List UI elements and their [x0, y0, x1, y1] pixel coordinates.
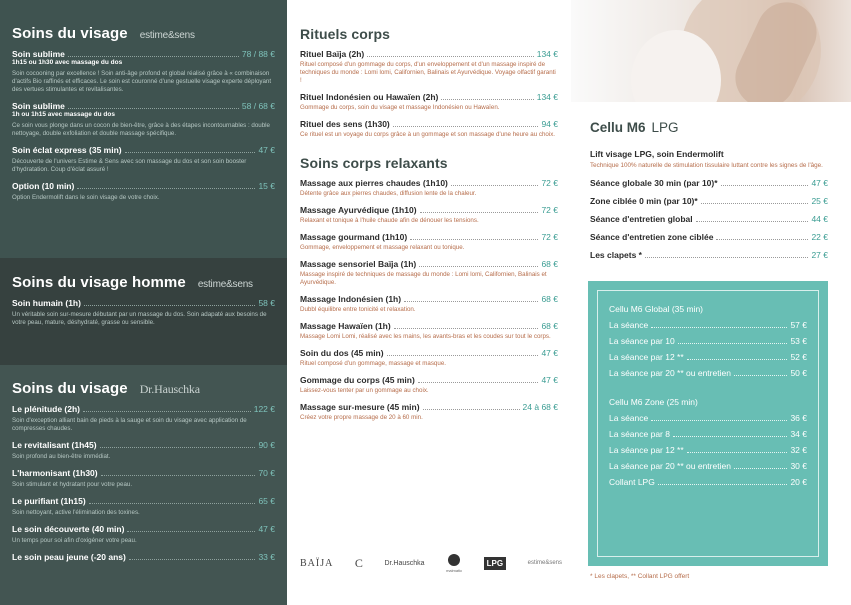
lead-title: Lift visage LPG, soin Endermolift [590, 149, 724, 159]
dot-leader [393, 126, 539, 127]
soins-hauschka-panel [0, 365, 287, 605]
service-item [300, 178, 558, 198]
soins-visage-panel [0, 0, 287, 258]
estime-sens-logo: estime&sens [527, 560, 562, 566]
price-label: La séance par 20 ** ou entretien [609, 368, 731, 378]
service-description: Dubbl équilibre entre tonicité et relaxation. [300, 306, 416, 313]
service-description: Soin nettoyant, active l'élimination des toxines. [12, 509, 140, 516]
price-value: 32 € [790, 445, 807, 455]
service-row [12, 552, 275, 562]
malmatic-icon [448, 554, 460, 566]
service-description: Relaxant et tonique à l'huile chaude afin de dénouer les tensions. [300, 217, 479, 224]
box-title: Cellu M6 Zone (25 min) [609, 397, 698, 407]
service-description: Soin profond au bien-être immédiat. [12, 453, 111, 460]
dot-leader [83, 411, 251, 412]
service-name: Soin sublime [12, 49, 65, 59]
left-column [0, 0, 287, 605]
service-row [300, 294, 558, 304]
service-description: Créez votre propre massage de 20 à 60 min. [300, 414, 423, 421]
service-row [300, 92, 558, 102]
service-item [590, 232, 828, 242]
baija-logo: BAÏJA [300, 557, 334, 569]
dot-leader [734, 468, 788, 469]
service-name: Massage Hawaïen (1h) [300, 321, 391, 331]
service-description: Option Endermolift dans le soin visage de votre choix. [12, 194, 160, 201]
service-price: 27 € [811, 250, 828, 260]
service-name: Le plénitude (2h) [12, 404, 80, 414]
service-description: Soin d'exception alliant bain de pieds à la sauge et soin du visage avec application de compresses chaudes. [12, 417, 247, 432]
service-price: 24 à 68 € [522, 402, 558, 412]
dot-leader [687, 452, 788, 453]
service-row [12, 524, 275, 534]
dot-leader [420, 212, 539, 213]
service-description: Gommage, enveloppement et massage relaxant ou tonique. [300, 244, 465, 251]
service-name: Les clapets * [590, 250, 642, 260]
service-price: 78 / 88 € [241, 49, 275, 59]
service-row [300, 348, 558, 358]
service-item [12, 298, 275, 327]
service-name: Massage sur-mesure (45 min) [300, 402, 420, 412]
dot-leader [451, 185, 539, 186]
service-row [12, 468, 275, 478]
service-item [12, 145, 275, 174]
service-item [590, 214, 828, 224]
service-item [300, 205, 558, 225]
price-value: 36 € [790, 413, 807, 423]
service-item [300, 92, 558, 112]
dot-leader [419, 266, 538, 267]
service-item [300, 321, 558, 341]
service-row [12, 101, 275, 111]
dot-leader [387, 355, 539, 356]
service-price: 72 € [541, 178, 558, 188]
service-item [12, 524, 275, 545]
middle-column [288, 0, 570, 605]
service-price: 68 € [541, 259, 558, 269]
dot-leader [129, 559, 256, 560]
service-name: Massage sensoriel Baïja (1h) [300, 259, 417, 269]
service-item [300, 49, 558, 85]
price-value: 52 € [790, 352, 807, 362]
service-name: Gommage du corps (45 min) [300, 375, 415, 385]
service-name: Le purifiant (1h15) [12, 496, 86, 506]
service-name: Option (10 min) [12, 181, 75, 191]
service-price: 94 € [541, 119, 558, 129]
service-item [300, 294, 558, 314]
c-logo: C [354, 555, 363, 570]
dot-leader [441, 99, 533, 100]
service-row [300, 375, 558, 385]
service-price: 47 € [811, 178, 828, 188]
service-list [12, 404, 275, 562]
service-price: 72 € [541, 232, 558, 242]
service-row [590, 214, 828, 224]
partner-logos [300, 550, 562, 576]
price-value: 30 € [790, 461, 807, 471]
service-description: Rituel composé d'un gommage, massage et masque. [300, 360, 446, 367]
price-list [609, 320, 807, 378]
service-item [12, 552, 275, 562]
service-row [12, 298, 275, 308]
service-name: Rituel Indonésien ou Hawaïen (2h) [300, 92, 439, 102]
soins-homme-panel [0, 258, 287, 365]
malmatic-logo: malmatic [446, 554, 462, 573]
service-description: Un temps pour soi afin d'oxigéner votre peau. [12, 537, 137, 544]
service-name: Le revitalisant (1h45) [12, 440, 97, 450]
service-name: Massage aux pierres chaudes (1h10) [300, 178, 448, 188]
service-list [300, 178, 558, 422]
service-duration: 1h ou 1h15 avec massage du dos [12, 111, 115, 118]
price-value: 20 € [790, 477, 807, 487]
price-row [609, 429, 807, 439]
price-label: La séance [609, 320, 649, 330]
price-row [609, 477, 807, 487]
service-name: Séance d'entretien zone ciblée [590, 232, 714, 242]
service-name: Massage Indonésien (1h) [300, 294, 402, 304]
service-price: 15 € [258, 181, 275, 191]
box-title: Cellu M6 Global (35 min) [609, 304, 704, 314]
service-row [300, 402, 558, 412]
service-name: Zone ciblée 0 min (par 10)* [590, 196, 698, 206]
service-name: Massage gourmand (1h10) [300, 232, 408, 242]
service-row [300, 232, 558, 242]
dot-leader [687, 359, 788, 360]
dot-leader [716, 239, 808, 240]
dot-leader [673, 436, 787, 437]
cellu-m6-price-box [588, 281, 828, 566]
footnote: * Les clapets, ** Collant LPG offert [590, 573, 690, 580]
service-description: Un véritable soin sur-mesure débutant par un massage du dos. Soin adapaté aux besoins de votre peau, mature, déshydraté, grasse ou sensible. [12, 311, 267, 326]
dot-leader [418, 382, 539, 383]
service-price: 47 € [541, 375, 558, 385]
service-row [590, 196, 828, 206]
service-name: Massage Ayurvédique (1h10) [300, 205, 417, 215]
dot-leader [394, 328, 539, 329]
service-item [590, 178, 828, 188]
dot-leader [410, 239, 538, 240]
service-row [590, 232, 828, 242]
service-description: Découverte de l'univers Estime & Sens avec son massage du dos et son soin booster d'hydratation. Coup d'éclat assuré ! [12, 158, 247, 173]
dot-leader [734, 375, 788, 376]
service-row [300, 259, 558, 269]
lead-description: Technique 100% naturelle de stimulation tissulaire luttant contre les signes de l'âge. [590, 162, 823, 169]
service-list [590, 178, 828, 260]
service-item [12, 101, 275, 138]
service-item [300, 375, 558, 395]
service-item [300, 402, 558, 422]
service-price: 47 € [258, 145, 275, 155]
section-title: Soins du visage [12, 25, 128, 42]
service-item [12, 496, 275, 517]
service-name: Soin éclat express (35 min) [12, 145, 122, 155]
service-item [12, 440, 275, 461]
dot-leader [696, 221, 809, 222]
service-name: Le soin peau jeune (-20 ans) [12, 552, 126, 562]
service-description: Laissez-vous tenter par un gommage au choix. [300, 387, 429, 394]
service-price: 134 € [536, 49, 558, 59]
service-list [12, 49, 275, 202]
service-item [300, 232, 558, 252]
service-item [12, 181, 275, 202]
price-row [609, 413, 807, 423]
brand-label: LPG [651, 120, 679, 135]
service-name: Soin du dos (45 min) [300, 348, 384, 358]
service-description: Massage inspiré de techniques de massage du monde : Lomi lomi, Californien, Balinais et Ayurvédique. [300, 271, 547, 286]
section-title: Rituels corps [300, 26, 390, 42]
price-value: 50 € [790, 368, 807, 378]
brand-label: Dr.Hauschka [139, 382, 200, 396]
service-name: Soin humain (1h) [12, 298, 81, 308]
service-description: Ce rituel est un voyage du corps grâce à un gommage et son massage d'une heure au choix. [300, 131, 556, 138]
price-label: La séance par 12 ** [609, 445, 684, 455]
service-row [300, 49, 558, 59]
service-item [12, 49, 275, 94]
brand-label: estime&sens [139, 30, 195, 41]
service-row [590, 250, 828, 260]
dot-leader [658, 484, 788, 485]
service-price: 122 € [253, 404, 275, 414]
price-value: 53 € [790, 336, 807, 346]
service-description: Ce soin vous plonge dans un cocon de bien-être, grâce à des étapes incontournables : double nettoyage, double exfoliation et double massage spécifique. [12, 122, 270, 137]
service-description: Gommage du corps, soin du visage et massage Indonésien ou Hawaïen. [300, 104, 500, 111]
service-row [12, 496, 275, 506]
service-name: Le soin découverte (40 min) [12, 524, 125, 534]
price-value: 34 € [790, 429, 807, 439]
dot-leader [100, 447, 256, 448]
service-name: Rituel des sens (1h30) [300, 119, 390, 129]
dot-leader [721, 185, 809, 186]
price-label: Collant LPG [609, 477, 655, 487]
dot-leader [367, 56, 533, 57]
service-row [12, 181, 275, 191]
section-title: Soins corps relaxants [300, 155, 448, 171]
dot-leader [127, 531, 255, 532]
dot-leader [701, 203, 809, 204]
service-price: 90 € [258, 440, 275, 450]
body-photo [571, 0, 851, 102]
service-name: Séance globale 30 min (par 10)* [590, 178, 718, 188]
service-price: 58 € [258, 298, 275, 308]
price-label: La séance par 12 ** [609, 352, 684, 362]
dot-leader [84, 305, 256, 306]
service-row [300, 178, 558, 188]
service-item [12, 468, 275, 489]
service-list [12, 298, 275, 327]
service-price: 47 € [258, 524, 275, 534]
service-item [300, 259, 558, 287]
service-list [300, 49, 558, 139]
service-price: 22 € [811, 232, 828, 242]
price-label: La séance par 10 [609, 336, 675, 346]
service-item [12, 404, 275, 433]
dot-leader [68, 56, 239, 57]
service-price: 70 € [258, 468, 275, 478]
service-item [300, 348, 558, 368]
dot-leader [423, 409, 520, 410]
price-row [609, 352, 807, 362]
service-row [12, 440, 275, 450]
dot-leader [404, 301, 538, 302]
service-name: Rituel Baïja (2h) [300, 49, 365, 59]
service-name: Soin sublime [12, 101, 65, 111]
service-name: L'harmonisant (1h30) [12, 468, 98, 478]
price-row [609, 461, 807, 471]
service-price: 65 € [258, 496, 275, 506]
service-price: 68 € [541, 294, 558, 304]
price-label: La séance par 8 [609, 429, 670, 439]
section-title: Cellu M6 [590, 120, 646, 135]
dot-leader [89, 503, 256, 504]
service-description: Rituel composé d'un gommage du corps, d'un enveloppement et d'un massage inspiré de techniques du monde : Lomi lomi, Californien, Balinais et Ayurvédique. Voyage olfactif garanti ! [300, 61, 556, 84]
service-row [300, 205, 558, 215]
service-row [12, 49, 275, 59]
service-price: 25 € [811, 196, 828, 206]
brand-label: estime&sens [197, 279, 253, 290]
service-price: 72 € [541, 205, 558, 215]
price-row [609, 368, 807, 378]
price-row [609, 320, 807, 330]
dot-leader [68, 108, 239, 109]
service-name: Séance d'entretien global [590, 214, 693, 224]
service-price: 134 € [536, 92, 558, 102]
dot-leader [77, 188, 255, 189]
price-label: La séance [609, 413, 649, 423]
service-row [590, 178, 828, 188]
service-price: 44 € [811, 214, 828, 224]
service-price: 68 € [541, 321, 558, 331]
price-list [609, 413, 807, 487]
section-title: Soins du visage [12, 380, 128, 397]
price-value: 57 € [790, 320, 807, 330]
dot-leader [678, 343, 788, 344]
dot-leader [651, 420, 787, 421]
section-title: Soins du visage homme [12, 274, 186, 291]
service-price: 58 / 68 € [241, 101, 275, 111]
service-row [12, 404, 275, 414]
service-price: 47 € [541, 348, 558, 358]
dot-leader [651, 327, 787, 328]
cellu-m6-section [590, 120, 828, 260]
price-label: La séance par 20 ** ou entretien [609, 461, 731, 471]
service-row [300, 119, 558, 129]
price-row [609, 445, 807, 455]
service-row [300, 321, 558, 331]
dot-leader [125, 152, 256, 153]
dot-leader [645, 257, 808, 258]
service-description: Soin stimulant et hydratant pour votre peau. [12, 481, 133, 488]
dot-leader [101, 475, 256, 476]
hauschka-logo: Dr.Hauschka [384, 559, 425, 567]
right-column [571, 0, 851, 605]
price-row [609, 336, 807, 346]
service-item [590, 250, 828, 260]
service-description: Massage Lomi Lomi, réalisé avec les mains, les avants-bras et les coudes sur tout le corps. [300, 333, 551, 340]
service-item [300, 119, 558, 139]
service-item [590, 196, 828, 206]
service-description: Détente grâce aux pierres chaudes, diffusion lente de la chaleur. [300, 190, 477, 197]
service-row [12, 145, 275, 155]
lpg-logo: LPG [484, 557, 506, 570]
service-price: 33 € [258, 552, 275, 562]
service-duration: 1h15 ou 1h30 avec massage du dos [12, 59, 123, 66]
service-description: Soin cocooning par excellence ! Soin anti-âge profond et global réalisé grâce à « combinaison d'actifs Bio raffinés et efficaces. Le soin est couronné d'une gestuelle visage experte déployant des vertues stimulantes et revitalisantes. [12, 70, 272, 93]
